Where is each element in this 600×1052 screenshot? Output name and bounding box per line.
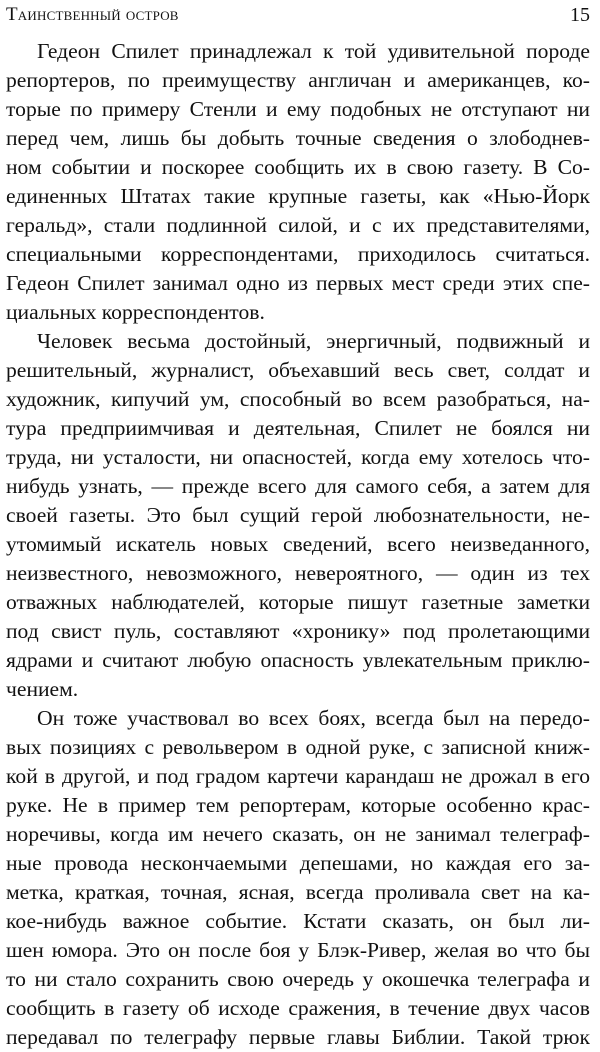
text-line: единенных Штатах такие крупные газеты, как «Нью-Йорк — [6, 184, 590, 208]
text-line: передавал по телеграфу первые главы Библии. Такой трюк — [6, 1025, 590, 1049]
running-head — [6, 4, 590, 28]
text-line: чением. — [6, 677, 79, 701]
text-line: труда, ни усталости, ни опасностей, когда ему хотелось что- — [6, 445, 590, 469]
text-line: шен юмора. Это он после боя у Блэк-Ривер, желая во что бы — [6, 938, 590, 962]
text-line: геральд», стали подлинной силой, и с их представителями, — [6, 213, 590, 237]
text-line: Человек весьма достойный, энергичный, подвижный и — [37, 329, 590, 353]
text-line: кое-нибудь важное событие. Кстати сказать, он был ли- — [6, 909, 590, 933]
text-line: перед чем, лишь бы добыть точные сведения о злободнев- — [6, 126, 590, 150]
text-line: кой в другой, и под градом картечи карандаш не дрожал в его — [6, 764, 590, 788]
text-line: своей газеты. Это был сущий герой любознательности, не- — [6, 503, 590, 527]
text-line: руке. Не в пример тем репортерам, которые особенно крас- — [6, 793, 590, 817]
text-line: ном событии и поскорее сообщить их в свою газету. В Со- — [6, 155, 590, 179]
text-line: вых позициях с револьвером в одной руке, с записной книж- — [6, 735, 590, 759]
text-line: Гедеон Спилет принадлежал к той удивительной породе — [37, 39, 590, 63]
body-text — [6, 37, 590, 1052]
page-number: 15 — [570, 4, 590, 26]
text-line: нибудь узнать, — прежде всего для самого себя, а затем для — [6, 474, 590, 498]
text-line: торые по примеру Стенли и ему подобных не отступают ни — [6, 97, 590, 121]
text-line: ядрами и считают любую опасность увлекательным приклю- — [6, 648, 590, 672]
text-line: утомимый искатель новых сведений, всего неизведанного, — [6, 532, 590, 556]
text-line: норечивы, когда им нечего сказать, он не занимал телеграф- — [6, 822, 590, 846]
running-title: Таинственный остров — [6, 4, 179, 25]
text-line: то ни стало сохранить свою очередь у окошечка телеграфа и — [6, 967, 590, 991]
text-line: неизвестного, невозможного, невероятного, — один из тех — [6, 561, 590, 585]
text-line: под свист пуль, составляют «хронику» под пролетающими — [6, 619, 590, 643]
text-line: Гедеон Спилет занимал одно из первых мест среди этих спе- — [6, 271, 590, 295]
text-line: решительный, журналист, объехавший весь свет, солдат и — [6, 358, 590, 382]
text-line: метка, краткая, точная, ясная, всегда проливала свет на ка- — [6, 880, 590, 904]
text-line: тура предприимчивая и деятельная, Спилет не боялся ни — [6, 416, 590, 440]
text-line: художник, кипучий ум, способный во всем разобраться, на- — [6, 387, 590, 411]
text-line: отважных наблюдателей, которые пишут газетные заметки — [6, 590, 590, 614]
text-line: сообщить в газету об исходе сражения, в течение двух часов — [6, 996, 590, 1020]
text-line: специальными корреспондентами, приходилось считаться. — [6, 242, 590, 266]
text-line: циальных корреспондентов. — [6, 300, 265, 324]
text-line: репортеров, по преимуществу англичан и американцев, ко- — [6, 68, 590, 92]
text-line: Он тоже участвовал во всех боях, всегда был на передо- — [37, 706, 590, 730]
text-line: ные провода нескончаемыми депешами, но каждая его за- — [6, 851, 590, 875]
